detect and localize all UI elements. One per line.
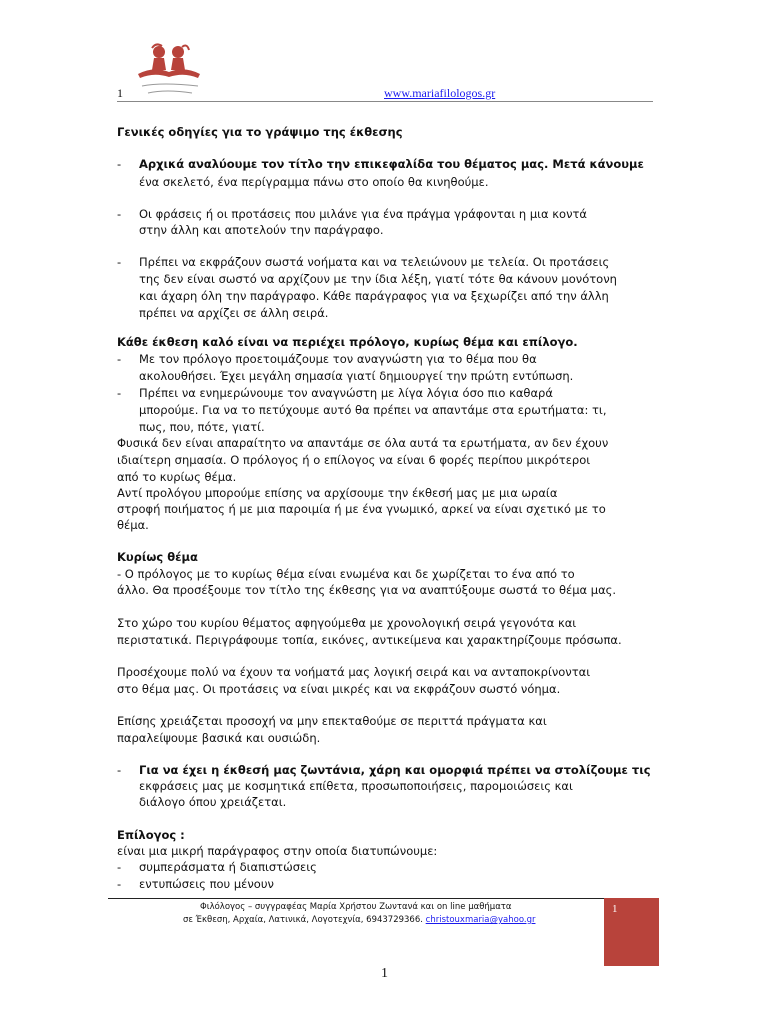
bullet-6-line-3: διάλογο όπου χρειάζεται. bbox=[139, 795, 287, 809]
bullet-3-line-2: της δεν είναι σωστό να αρχίζουν με την ίδια λέξη, γιατί τότε θα κάνουν μονότονη bbox=[139, 272, 617, 286]
paragraph-1-line-2: ιδιαίτερη σημασία. Ο πρόλογος ή ο επίλογος να είναι 6 φορές περίπου μικρότεροι bbox=[117, 453, 591, 467]
bullet-5-line-2: μπορούμε. Για να το πετύχουμε αυτό θα πρέπει να απαντάμε στα ερωτήματα: τι, bbox=[139, 403, 607, 417]
bullet-1-line-2: ένα σκελετό, ένα περίγραμμα πάνω στο οποίο θα κινηθούμε. bbox=[139, 175, 489, 189]
bullet-5-line-3: πως, που, πότε, γιατί. bbox=[139, 420, 265, 434]
bullet-dash: - bbox=[117, 860, 122, 874]
bullet-6-line-1: Για να έχει η έκθεσή μας ζωντάνια, χάρη και ομορφιά πρέπει να στολίζουμε τις bbox=[139, 763, 651, 777]
paragraph-3-line-1: - Ο πρόλογος με το κυρίως θέμα είναι ενωμένα και δε χωρίζεται το ένα από το bbox=[117, 567, 575, 581]
bullet-4-line-1: Με τον πρόλογο προετοιμάζουμε τον αναγνώστη για το θέμα που θα bbox=[139, 352, 537, 366]
bottom-page-number: 1 bbox=[381, 966, 388, 981]
paragraph-1-line-1: Φυσικά δεν είναι απαραίτητο να απαντάμε σε όλα αυτά τα ερωτήματα, αν δεν έχουν bbox=[117, 436, 609, 450]
paragraph-6-line-2: παραλείψουμε βασικά και ουσιώδη. bbox=[117, 731, 321, 745]
paragraph-2-line-3: θέμα. bbox=[117, 518, 149, 532]
logo-icon bbox=[132, 40, 206, 98]
header-page-number: 1 bbox=[117, 86, 123, 100]
bullet-1-line-1: Αρχικά αναλύουμε τον τίτλο την επικεφαλίδα του θέματος μας. Μετά κάνουμε bbox=[139, 157, 644, 171]
paragraph-4-line-2: περιστατικά. Περιγράφουμε τοπία, εικόνες, αντικείμενα και χαρακτηρίζουμε πρόσωπα. bbox=[117, 633, 622, 647]
header-url-link[interactable]: www.mariafilologos.gr bbox=[384, 86, 496, 100]
bullet-dash: - bbox=[117, 386, 122, 400]
bullet-dash: - bbox=[117, 877, 122, 891]
paragraph-3-line-2: άλλο. Θα προσέξουμε τον τίτλο της έκθεσης για να αναπτύξουμε σωστά το θέμα μας. bbox=[117, 583, 617, 597]
bullet-5-line-1: Πρέπει να ενημερώνουμε τον αναγνώστη με λίγα λόγια όσο πιο καθαρά bbox=[139, 386, 553, 400]
bullet-dash: - bbox=[117, 352, 122, 366]
bullet-4-line-2: ακολουθήσει. Έχει μεγάλη σημασία γιατί δημιουργεί την πρώτη εντύπωση. bbox=[139, 369, 574, 383]
heading-epilogue: Επίλογος : bbox=[117, 828, 185, 842]
paragraph-1-line-3: από το κυρίως θέμα. bbox=[117, 470, 237, 484]
footer-email-link[interactable]: christouxmaria@yahoo.gr bbox=[425, 915, 536, 925]
document-title: Γενικές οδηγίες για το γράψιμο της έκθεσης bbox=[117, 125, 403, 139]
bullet-2-line-2: στην άλλη και αποτελούν την παράγραφο. bbox=[139, 223, 384, 237]
bullet-3-line-4: πρέπει να αρχίζει σε άλλη σειρά. bbox=[139, 306, 329, 320]
footer-divider bbox=[108, 898, 604, 899]
bullet-dash: - bbox=[117, 157, 122, 171]
footer-line-2 bbox=[183, 915, 535, 925]
bullet-dash: - bbox=[117, 207, 122, 221]
footer-line-2-text: σε Έκθεση, Αρχαία, Λατινικά, Λογοτεχνία, 6943729366. bbox=[183, 915, 423, 925]
bullet-3-line-3: και άχαρη όλη την παράγραφο. Κάθε παράγραφος για να ξεχωρίζει από την άλλη bbox=[139, 289, 609, 303]
bullet-dash: - bbox=[117, 763, 122, 777]
bullet-6-line-2: εκφράσεις μας με κοσμητικά επίθετα, προσωποποιήσεις, παρομοιώσεις και bbox=[139, 779, 573, 793]
logo bbox=[132, 40, 206, 98]
heading-main-topic: Κυρίως θέμα bbox=[117, 550, 198, 564]
bullet-3-line-1: Πρέπει να εκφράζουν σωστά νοήματα και να τελειώνουν με τελεία. Οι προτάσεις bbox=[139, 255, 610, 269]
paragraph-6-line-1: Επίσης χρειάζεται προσοχή να μην επεκταθούμε σε περιττά πράγματα και bbox=[117, 714, 547, 728]
paragraph-4-line-1: Στο χώρο του κυρίου θέματος αφηγούμεθα με χρονολογική σειρά γεγονότα και bbox=[117, 616, 577, 630]
bullet-7: συμπεράσματα ή διαπιστώσεις bbox=[139, 860, 317, 874]
paragraph-2-line-2: στροφή ποιήματος ή με μια παροιμία ή με ένα γνωμικό, αρκεί να είναι σχετικό με το bbox=[117, 502, 606, 516]
bullet-8: εντυπώσεις που μένουν bbox=[139, 877, 274, 891]
paragraph-2-line-1: Αντί προλόγου μπορούμε επίσης να αρχίσουμε την έκθεσή μας με μια ωραία bbox=[117, 486, 558, 500]
paragraph-7: είναι μια μικρή παράγραφος στην οποία διατυπώνουμε: bbox=[117, 844, 438, 858]
footer-box-number: 1 bbox=[612, 903, 618, 915]
bullet-2-line-1: Οι φράσεις ή οι προτάσεις που μιλάνε για ένα πράγμα γράφονται η μια κοντά bbox=[139, 207, 588, 221]
footer-line-1: Φιλόλογος – συγγραφέας Μαρία Χρήστου Ζωντανά και on line μαθήματα bbox=[200, 902, 512, 912]
bullet-dash: - bbox=[117, 255, 122, 269]
paragraph-5-line-2: στο θέμα μας. Οι προτάσεις να είναι μικρές και να εκφράζουν σωστό νόημα. bbox=[117, 682, 561, 696]
paragraph-5-line-1: Προσέχουμε πολύ να έχουν τα νοήματά μας λογική σειρά και να ανταποκρίνονται bbox=[117, 665, 591, 679]
section-intro: Κάθε έκθεση καλό είναι να περιέχει πρόλογο, κυρίως θέμα και επίλογο. bbox=[117, 335, 578, 349]
header-divider bbox=[117, 101, 653, 102]
